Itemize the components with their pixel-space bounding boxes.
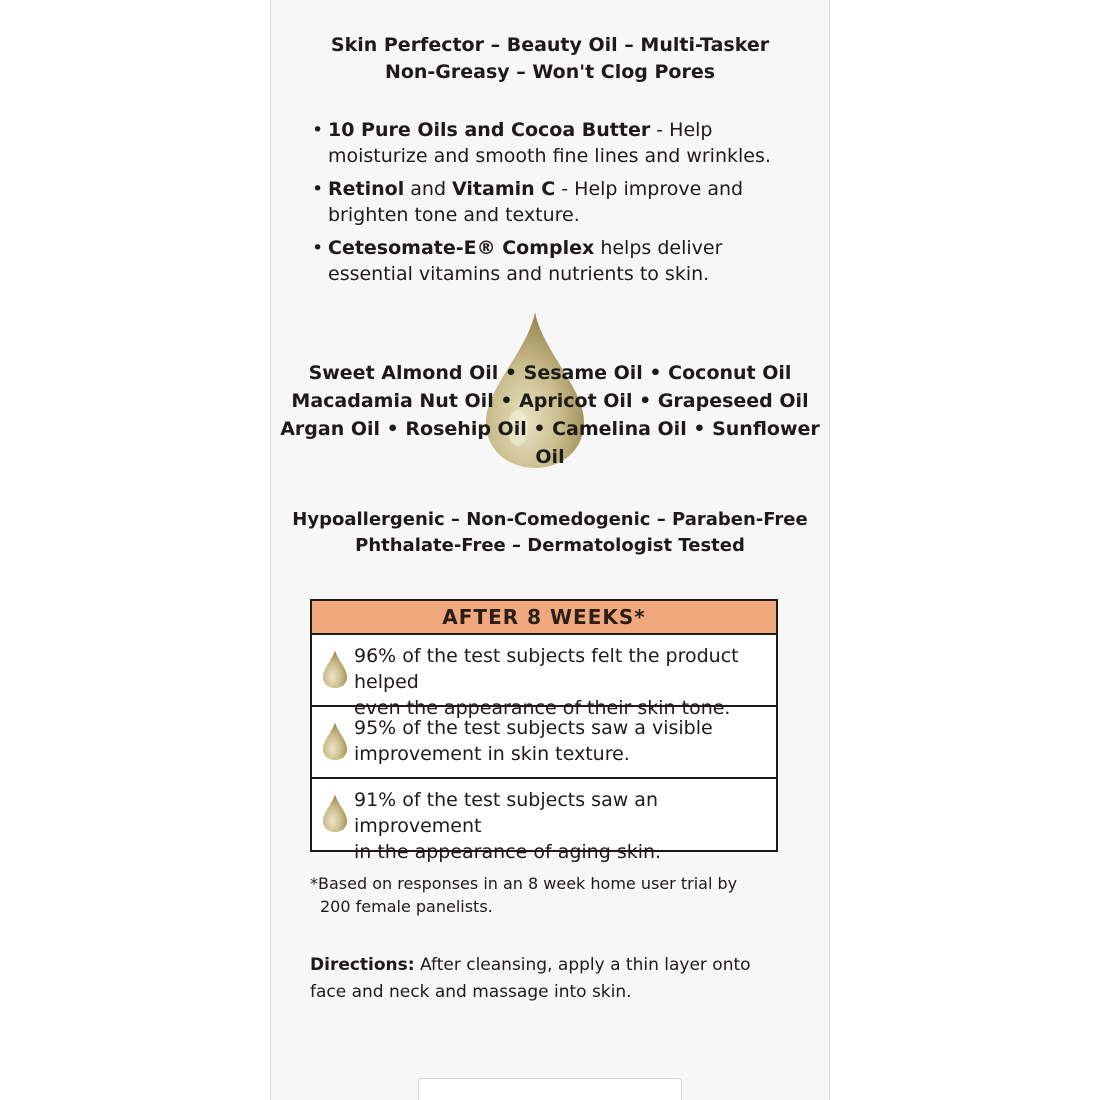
result-line: improvement in skin texture. (354, 743, 630, 765)
benefit-item (312, 176, 792, 228)
footnote-line: *Based on responses in an 8 week home user trial by (310, 874, 738, 893)
result-row (312, 635, 776, 719)
footnote (310, 872, 790, 918)
footnote-line: 200 female panelists. (320, 897, 493, 916)
result-line: 91% of the test subjects saw an improvement (354, 789, 658, 837)
directions-label: Directions: (310, 955, 415, 975)
results-table (310, 599, 778, 863)
claims-line: Phthalate-Free – Dermatologist Tested (355, 535, 745, 556)
benefit-highlight: Cetesomate-E® Complex (328, 237, 595, 259)
taglines (270, 32, 830, 86)
oil-drop-icon (322, 649, 348, 689)
result-line: 95% of the test subjects saw a visible (354, 717, 713, 739)
benefit-text: - Help moisturize and smooth fine lines and wrinkles. (328, 119, 771, 167)
benefit-text: and (404, 178, 453, 200)
oils-line: Macadamia Nut Oil • Apricot Oil • Grapeseed Oil (291, 390, 809, 412)
benefit-item (312, 117, 792, 169)
result-line: even the appearance of their skin tone. (354, 697, 731, 719)
result-line: 96% of the test subjects felt the product helped (354, 645, 739, 693)
oils-line: Sweet Almond Oil • Sesame Oil • Coconut Oil (308, 362, 792, 384)
package-tab (418, 1078, 682, 1100)
result-row (312, 779, 776, 863)
claims (270, 507, 830, 559)
tagline: Non-Greasy – Won't Clog Pores (384, 61, 716, 83)
results-header: AFTER 8 WEEKS* (312, 601, 776, 635)
claims-line: Hypoallergenic – Non-Comedogenic – Paraben-Free (292, 509, 808, 530)
oils-list (270, 359, 830, 471)
result-row (312, 707, 776, 779)
result-text (354, 787, 774, 865)
result-line: in the appearance of aging skin. (354, 841, 662, 863)
benefit-text: helps deliver essential vitamins and nutrients to skin. (328, 237, 723, 285)
tagline: Skin Perfector – Beauty Oil – Multi-Tasker (330, 34, 770, 56)
benefit-highlight: Retinol (328, 178, 405, 200)
directions (310, 952, 790, 1006)
benefit-item (312, 235, 792, 287)
benefit-highlight: Vitamin C (452, 178, 556, 200)
directions-text: After cleansing, apply a thin layer onto face and neck and massage into skin. (310, 955, 751, 1002)
oils-line: Argan Oil • Rosehip Oil • Camelina Oil • Sunflower Oil (280, 418, 820, 468)
oil-drop-icon (322, 793, 348, 833)
result-text (354, 715, 774, 767)
oil-drop-icon (322, 721, 348, 761)
benefits-list (312, 117, 792, 294)
benefit-text: - Help improve and brighten tone and texture. (328, 178, 744, 226)
benefit-highlight: 10 Pure Oils and Cocoa Butter (328, 119, 651, 141)
